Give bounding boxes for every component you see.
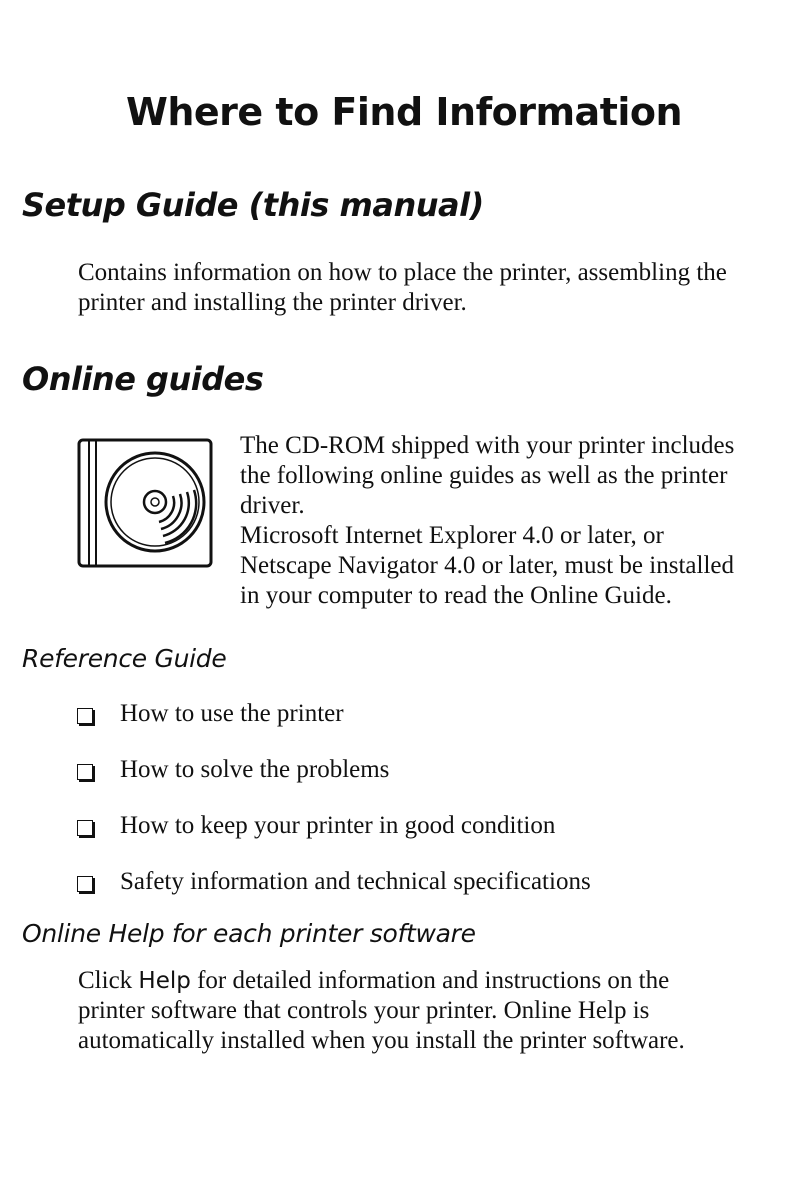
setup-guide-line-1: Contains information on how to place the printer, assembling the (78, 259, 727, 286)
list-item-text: How to solve the problems (120, 756, 390, 783)
online-help-line-2: printer software that controls your printer. Online Help is (78, 997, 650, 1024)
list-item-text: Safety information and technical specifications (120, 868, 591, 895)
checkbox-bullet-icon (77, 876, 93, 892)
online-help-description (78, 966, 685, 1056)
setup-guide-description (78, 258, 727, 318)
online-guides-line-2: the following online guides as well as the printer (240, 462, 728, 489)
online-guides-line-6: in your computer to read the Online Guide. (240, 582, 672, 609)
reference-guide-heading: Reference Guide (22, 644, 227, 673)
checkbox-bullet-icon (77, 708, 93, 724)
online-guides-intro (240, 431, 734, 611)
online-help-line-3: automatically installed when you install the printer software. (78, 1027, 685, 1054)
list-item-text: How to use the printer (120, 700, 344, 727)
online-help-heading: Online Help for each printer software (22, 919, 476, 948)
online-guides-line-3: driver. (240, 492, 305, 519)
online-help-line-1-prefix: Click (78, 967, 139, 994)
list-item (77, 686, 591, 742)
setup-guide-line-2: printer and installing the printer driver. (78, 289, 467, 316)
online-guides-heading: Online guides (22, 360, 264, 398)
list-item-text: How to keep your printer in good condition (120, 812, 556, 839)
help-button-label: Help (138, 968, 191, 994)
online-help-line-1-suffix: for detailed information and instructions on the (190, 967, 670, 994)
cd-rom-icon (77, 438, 213, 568)
checkbox-bullet-icon (77, 764, 93, 780)
setup-guide-heading: Setup Guide (this manual) (22, 186, 484, 224)
list-item (77, 798, 591, 854)
list-item (77, 742, 591, 798)
page-title: Where to Find Information (125, 90, 683, 134)
online-guides-line-1: The CD-ROM shipped with your printer includes (240, 432, 735, 459)
reference-guide-list (77, 686, 591, 910)
list-item (77, 854, 591, 910)
online-guides-line-5: Netscape Navigator 4.0 or later, must be installed (240, 552, 734, 579)
checkbox-bullet-icon (77, 820, 93, 836)
online-guides-line-4: Microsoft Internet Explorer 4.0 or later, or (240, 522, 664, 549)
